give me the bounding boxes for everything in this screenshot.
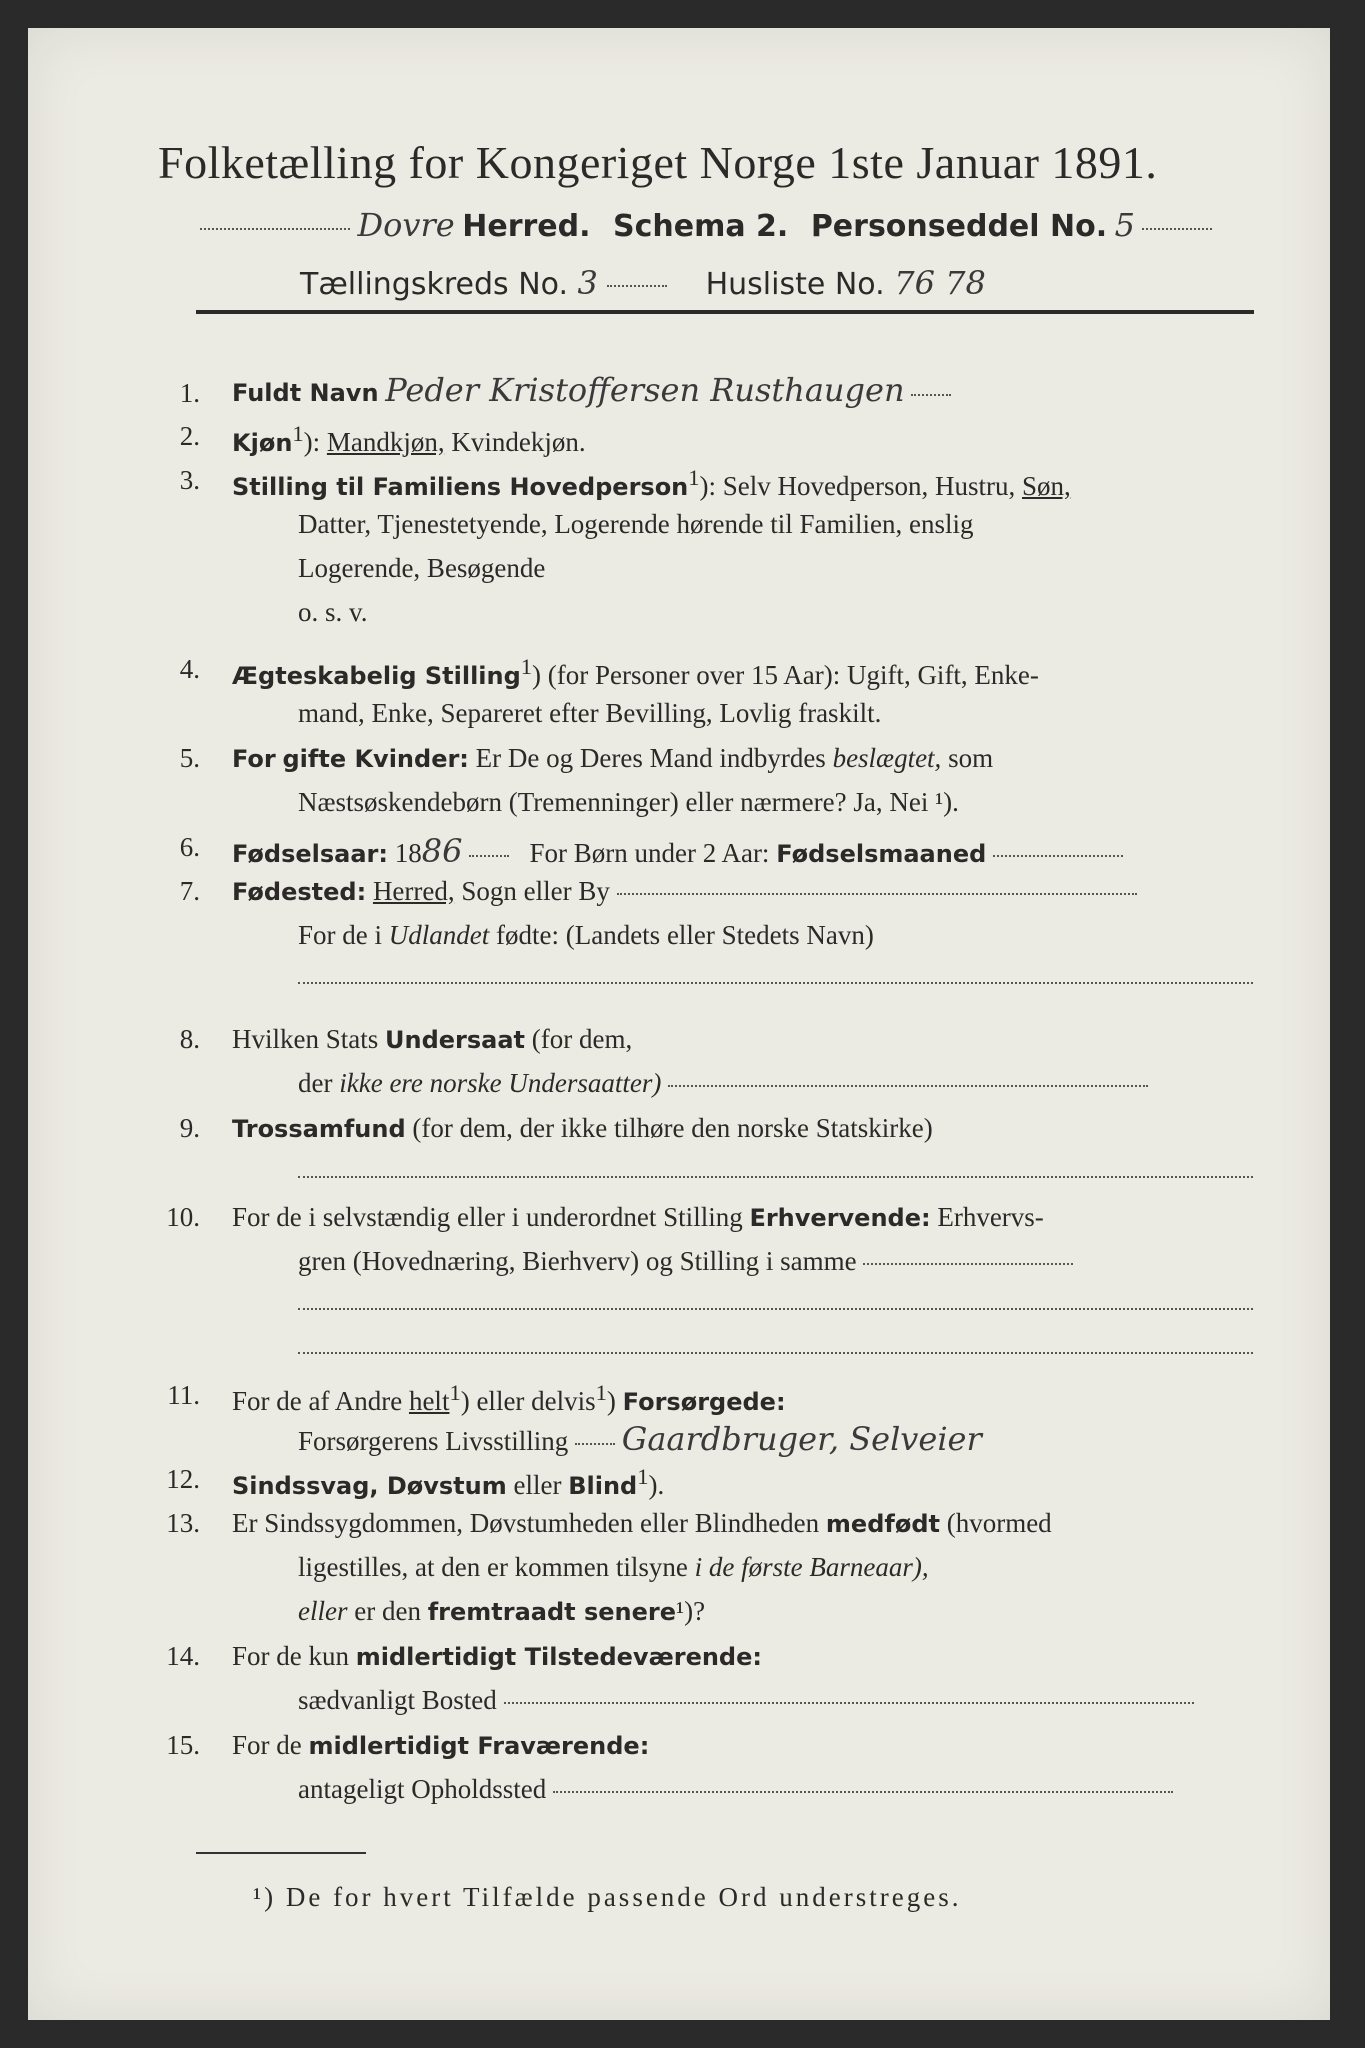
item-number: 15. [166,1730,200,1760]
item-label: Blind [568,1472,638,1500]
footnote-ref: 1 [520,654,533,679]
blank-line [298,1352,1253,1354]
item-text: For Børn under 2 Aar: [529,838,770,868]
item-13-congenital [232,1508,1052,1539]
item-text: For de i selvstændig eller i underordnet Stilling [232,1202,743,1232]
footnote-rule [196,1852,366,1854]
item-7-abroad [298,920,874,951]
item-text: For de kun [232,1641,349,1671]
item-number: 6. [179,832,200,862]
husliste-value: 76 78 [894,264,986,302]
item-text: Logerende, Besøgende [298,553,546,583]
item-number: 9. [179,1113,200,1143]
dotted-leader [200,228,350,230]
kreds-value: 3 [577,264,598,302]
item-8-citizenship [232,1024,632,1055]
option-mandkjon: Mandkjøn, [326,427,445,457]
kreds-label: Tællingskreds No. [300,267,568,302]
personseddel-value: 5 [1114,206,1135,244]
dotted-leader [863,1263,1073,1265]
year-prefix: 18 [394,838,422,868]
item-label: midlertidigt Tilstedeværende: [355,1643,762,1671]
item-12-disability: Sindssvag, Døvstum eller Blind$^1$). [232,1464,665,1500]
item-1-full-name [232,371,951,409]
item-text: For de af Andre [232,1386,403,1416]
blank-line [298,1308,1253,1310]
item-label: Fødselsmaaned [776,840,987,868]
item-text: som [948,743,994,773]
item-label: For [232,745,276,773]
dotted-leader [575,1443,615,1445]
footnote-ref: 1 [688,465,700,490]
schema-label: Schema 2. [613,209,789,244]
dotted-leader [553,1791,1173,1793]
item-text: Er Sindssygdommen, Døvstumheden eller Blindheden [232,1508,820,1538]
blank-line [298,982,1253,984]
item-number: 1. [179,378,200,408]
item-text: sædvanligt Bosted [298,1685,497,1715]
husliste-label: Husliste No. [705,267,885,302]
item-text: (hvormed [946,1508,1052,1538]
footnote-ref: 1 [292,421,304,446]
option-kvindekjon: Kvindekjøn. [451,427,586,457]
item-label: gifte Kvinder: [282,745,469,773]
item-text: gren (Hovednæring, Bierhverv) og Stilling i samme [298,1246,857,1276]
item-label: Fødselsaar: [232,840,388,868]
option-son: Søn, [1022,471,1071,501]
item-label: Undersaat [385,1026,526,1054]
census-form-sheet [28,28,1330,2020]
item-6-birth-year [232,832,1123,870]
item-text: eller delvis [476,1386,596,1416]
dotted-leader [668,1085,1148,1087]
full-name-value: Peder Kristoffersen Rusthaugen [385,371,905,409]
item-label: Kjøn [232,429,293,457]
item-label: Ægteskabelig Stilling [232,662,521,690]
option-helt: helt [408,1386,450,1416]
item-10-line2 [298,1246,1073,1277]
item-label: Sindssvag, Døvstum [232,1472,507,1500]
item-10-occupation [232,1202,1044,1233]
footnote: ¹) De for hvert Tilfælde passende Ord understreges. [253,1882,962,1912]
item-text: Selv Hovedperson, Hustru, [722,471,1016,501]
item-text: Forsørgerens Livsstilling [298,1426,569,1456]
item-13-line3 [298,1596,705,1627]
herred-label: Herred. [462,209,591,244]
item-text: ligestilles, at den er kommen tilsyne [298,1552,688,1582]
item-13-line2 [298,1552,929,1583]
dotted-leader [607,285,667,287]
item-number: 11. [167,1380,200,1410]
item-text: eller [298,1596,348,1626]
item-text: beslægtet, [832,743,942,773]
item-label: Fuldt Navn [232,379,379,407]
item-8-line2 [298,1068,1148,1099]
provider-occupation-value: Gaardbruger, Selveier [621,1420,982,1458]
item-text: ikke ere norske Undersaatter) [339,1068,662,1098]
item-text: er den [354,1596,421,1626]
item-number: 2. [179,421,200,451]
item-14-line2 [298,1685,1194,1716]
item-label: medfødt [825,1510,940,1538]
item-3-position: Stilling til Familiens Hovedperson$^1$): Selv Hovedperson, Hustru, Søn, [232,465,1071,501]
item-label: Fødested: [232,878,367,906]
item-text: Udlandet [388,920,490,950]
item-text: antageligt Opholdssted [298,1774,547,1804]
item-label: Stilling til Familiens Hovedperson [232,473,689,501]
item-text: eller [513,1470,562,1500]
blank-line [298,1176,1253,1178]
item-15-temporary-absent [232,1730,649,1761]
item-text: Næstsøskendebørn (Tremenninger) eller nærmere? Ja, Nei ¹). [298,787,959,817]
item-text: der [298,1068,333,1098]
item-number: 8. [179,1024,200,1054]
item-text: Erhvervs- [937,1202,1044,1232]
dotted-leader [1142,228,1212,230]
item-5-married-women [232,743,993,774]
item-label: Trossamfund [232,1115,406,1143]
item-11-supported: For de af Andre helt$^1$) eller delvis$^1$) Forsørgede: [232,1380,786,1416]
item-4-marital: Ægteskabelig Stilling$^1$) (for Personer over 15 Aar): Ugift, Gift, Enke- [232,654,1039,690]
item-number: 5. [179,743,200,773]
header-rule [196,310,1254,314]
dotted-leader [911,394,951,396]
item-number: 12. [166,1464,200,1494]
item-text: mand, Enke, Separeret efter Bevilling, Lovlig fraskilt. [298,698,882,728]
item-label: fremtraadt senere [427,1598,677,1626]
dotted-leader [993,855,1123,857]
header-line-kreds [300,264,986,302]
item-text: (for dem, [531,1024,633,1054]
item-label: Erhvervende: [749,1204,931,1232]
item-text: Er De og Deres Mand indbyrdes [475,743,826,773]
dotted-leader [617,893,1137,895]
item-number: 4. [179,654,200,684]
item-number: 3. [179,465,200,495]
dotted-leader [469,855,509,857]
item-text: ). [648,1470,665,1500]
header-line-herred [200,206,1212,244]
dotted-leader [504,1702,1194,1704]
item-text: (for dem, der ikke tilhøre den norske Statskirke) [412,1113,933,1143]
item-11-line2 [298,1420,982,1458]
item-text: ¹)? [676,1596,706,1626]
personseddel-label: Personseddel No. [810,209,1108,244]
item-14-temporary-present [232,1641,762,1672]
item-text: fødte: (Landets eller Stedets Navn) [496,920,874,950]
birth-year-value: 86 [421,832,463,870]
item-number: 14. [166,1641,200,1671]
item-text: o. s. v. [298,597,368,627]
item-number: 13. [166,1508,200,1538]
item-9-religion [232,1113,933,1144]
item-text: Sogn eller By [461,876,610,906]
item-7-birthplace [232,876,1137,907]
item-label: midlertidigt Fraværende: [308,1732,650,1760]
item-15-line2 [298,1774,1173,1805]
form-title: Folketælling for Kongeriget Norge 1ste Januar 1891. [158,137,1158,188]
item-2-sex: Kjøn$^1$): Mandkjøn, Kvindekjøn. [232,421,586,457]
herred-value: Dovre [357,206,455,244]
item-label: Forsørgede: [622,1388,786,1416]
option-herred: Herred, [372,876,455,906]
item-text: (for Personer over 15 Aar): Ugift, Gift, Enke- [547,660,1039,690]
item-text: Datter, Tjenestetyende, Logerende hørende til Familien, enslig [298,509,974,539]
item-number: 10. [166,1202,200,1232]
item-text: Hvilken Stats [232,1024,379,1054]
item-text: i de første Barneaar), [694,1552,929,1582]
item-number: 7. [179,876,200,906]
item-text: For de i [298,920,382,950]
item-text: For de [232,1730,302,1760]
